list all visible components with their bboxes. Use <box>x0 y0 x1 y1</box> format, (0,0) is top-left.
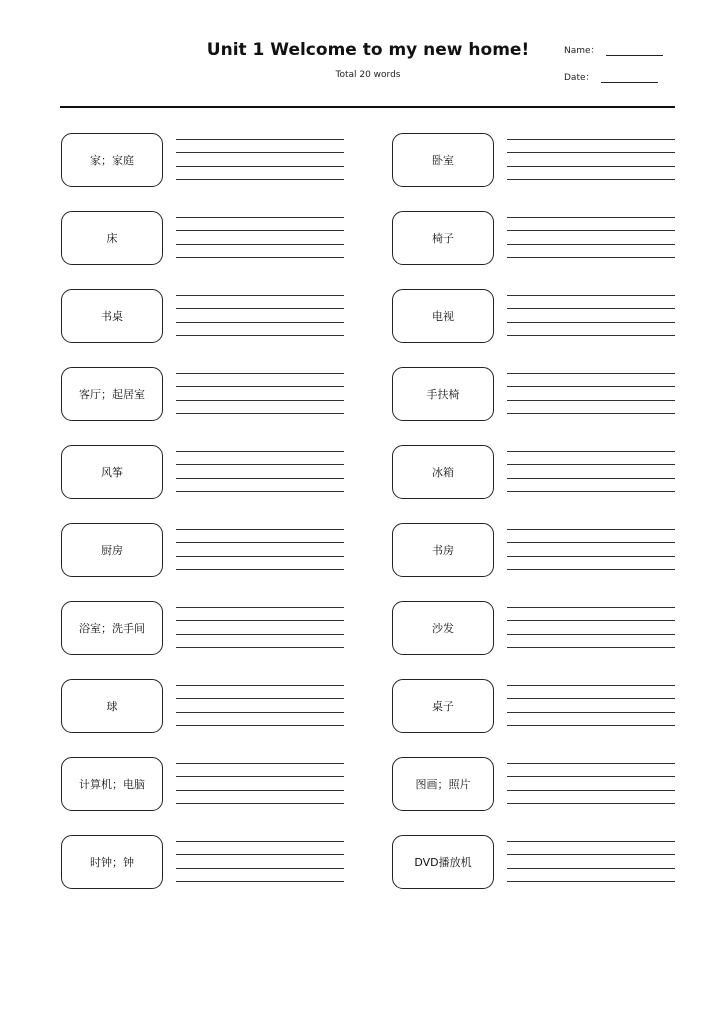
writing-line <box>176 881 344 882</box>
writing-line <box>507 763 675 764</box>
word-card: 书房 <box>392 523 494 577</box>
writing-line <box>176 230 344 231</box>
word-card: 厨房 <box>61 523 163 577</box>
date-blank <box>601 73 658 83</box>
writing-line <box>176 712 344 713</box>
writing-lines <box>176 211 344 253</box>
writing-line <box>176 335 344 336</box>
writing-line <box>176 152 344 153</box>
writing-line <box>507 647 675 648</box>
writing-line <box>176 478 344 479</box>
word-card: 计算机；电脑 <box>61 757 163 811</box>
writing-lines <box>176 289 344 331</box>
writing-line <box>507 841 675 842</box>
writing-line <box>176 803 344 804</box>
date-field <box>564 70 658 83</box>
writing-line <box>507 451 675 452</box>
name-blank <box>606 46 663 56</box>
writing-line <box>507 620 675 621</box>
writing-line <box>507 139 675 140</box>
writing-lines <box>176 445 344 487</box>
word-count: Total 20 words <box>335 70 401 80</box>
writing-line <box>176 464 344 465</box>
writing-line <box>176 139 344 140</box>
writing-line <box>176 776 344 777</box>
writing-line <box>176 854 344 855</box>
name-label: Name： <box>564 46 600 56</box>
writing-line <box>176 179 344 180</box>
word-card: 风筝 <box>61 445 163 499</box>
word-card: 沙发 <box>392 601 494 655</box>
writing-lines <box>176 523 344 565</box>
writing-lines <box>507 757 675 799</box>
word-card: 家；家庭 <box>61 133 163 187</box>
word-card: 手扶椅 <box>392 367 494 421</box>
writing-line <box>176 841 344 842</box>
writing-line <box>507 854 675 855</box>
word-card: 电视 <box>392 289 494 343</box>
word-card: DVD播放机 <box>392 835 494 889</box>
writing-line <box>176 634 344 635</box>
writing-line <box>507 569 675 570</box>
writing-line <box>507 725 675 726</box>
writing-line <box>507 529 675 530</box>
word-card: 卧室 <box>392 133 494 187</box>
word-card: 客厅；起居室 <box>61 367 163 421</box>
writing-line <box>176 620 344 621</box>
writing-lines <box>507 835 675 877</box>
word-card: 球 <box>61 679 163 733</box>
writing-line <box>176 322 344 323</box>
writing-line <box>176 373 344 374</box>
writing-lines <box>507 523 675 565</box>
writing-line <box>176 790 344 791</box>
date-label: Date： <box>564 73 595 83</box>
writing-line <box>507 881 675 882</box>
writing-line <box>176 868 344 869</box>
writing-lines <box>507 289 675 331</box>
writing-line <box>507 386 675 387</box>
word-card: 椅子 <box>392 211 494 265</box>
writing-line <box>507 413 675 414</box>
writing-line <box>507 152 675 153</box>
writing-line <box>176 413 344 414</box>
writing-lines <box>176 679 344 721</box>
writing-line <box>507 478 675 479</box>
writing-line <box>507 542 675 543</box>
writing-line <box>176 257 344 258</box>
writing-lines <box>507 679 675 721</box>
word-card: 床 <box>61 211 163 265</box>
writing-line <box>507 790 675 791</box>
writing-line <box>176 763 344 764</box>
writing-lines <box>507 601 675 643</box>
word-card: 桌子 <box>392 679 494 733</box>
writing-line <box>176 542 344 543</box>
writing-line <box>507 400 675 401</box>
writing-line <box>176 556 344 557</box>
word-card: 书桌 <box>61 289 163 343</box>
writing-line <box>176 244 344 245</box>
writing-line <box>507 335 675 336</box>
writing-line <box>176 607 344 608</box>
writing-line <box>507 308 675 309</box>
writing-line <box>507 634 675 635</box>
writing-line <box>507 607 675 608</box>
writing-line <box>176 569 344 570</box>
writing-line <box>507 257 675 258</box>
writing-line <box>176 451 344 452</box>
worksheet-title: Unit 1 Welcome to my new home! <box>206 40 530 60</box>
writing-line <box>176 295 344 296</box>
writing-line <box>507 776 675 777</box>
writing-line <box>176 308 344 309</box>
writing-line <box>507 179 675 180</box>
writing-line <box>176 166 344 167</box>
writing-lines <box>176 367 344 409</box>
writing-line <box>507 712 675 713</box>
writing-line <box>507 244 675 245</box>
writing-lines <box>176 835 344 877</box>
writing-line <box>507 556 675 557</box>
writing-lines <box>507 133 675 175</box>
writing-line <box>507 373 675 374</box>
writing-line <box>176 529 344 530</box>
word-card: 浴室；洗手间 <box>61 601 163 655</box>
writing-line <box>507 295 675 296</box>
writing-line <box>507 166 675 167</box>
writing-line <box>176 647 344 648</box>
word-card: 冰箱 <box>392 445 494 499</box>
writing-line <box>176 386 344 387</box>
writing-line <box>176 491 344 492</box>
writing-line <box>507 868 675 869</box>
writing-line <box>176 698 344 699</box>
writing-line <box>176 217 344 218</box>
writing-line <box>507 464 675 465</box>
writing-line <box>176 725 344 726</box>
writing-line <box>507 322 675 323</box>
writing-lines <box>176 757 344 799</box>
name-field <box>564 43 663 56</box>
word-card: 图画；照片 <box>392 757 494 811</box>
word-card: 时钟；钟 <box>61 835 163 889</box>
writing-line <box>507 491 675 492</box>
writing-lines <box>507 211 675 253</box>
writing-line <box>507 230 675 231</box>
header-divider <box>60 106 675 108</box>
writing-lines <box>176 133 344 175</box>
writing-lines <box>176 601 344 643</box>
writing-line <box>507 803 675 804</box>
writing-line <box>176 685 344 686</box>
writing-lines <box>507 445 675 487</box>
writing-line <box>507 217 675 218</box>
writing-lines <box>507 367 675 409</box>
writing-line <box>507 685 675 686</box>
writing-line <box>507 698 675 699</box>
writing-line <box>176 400 344 401</box>
